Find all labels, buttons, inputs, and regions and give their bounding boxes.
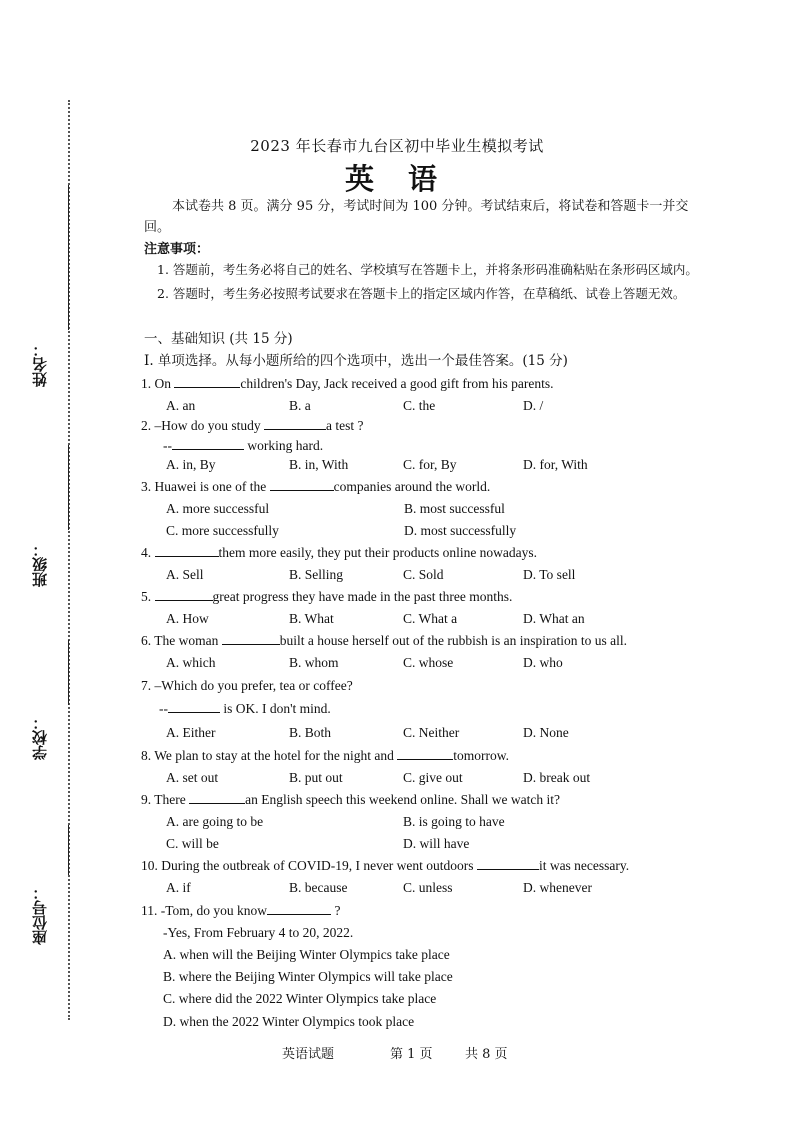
question-4: 4. them more easily, they put their products online nowadays. — [141, 545, 538, 560]
option-c[interactable]: C. unless — [403, 880, 453, 895]
subject-title: 英 语 — [344, 162, 450, 196]
answer-blank[interactable] — [397, 747, 453, 760]
option-b[interactable]: B. Both — [289, 725, 332, 740]
intro-text: 本试卷共 8 页。满分 95 分，考试时间为 100 分钟。考试结束后，将试卷和答题卡一并交回。 — [144, 199, 689, 235]
school-field — [30, 640, 70, 775]
notice-item: 2. 答题时，考生务必按照考试要求在答题卡上的指定区域内作答，在草稿纸、试卷上答题无效。 — [157, 286, 686, 301]
option-b[interactable]: B. where the Beijing Winter Olympics will take place — [163, 969, 453, 984]
question-2: 2. –How do you study a test ? — [141, 418, 364, 433]
option-d[interactable]: D. most successfully — [404, 523, 517, 538]
option-a[interactable]: A. more successful — [166, 501, 270, 516]
page-number: 第 1 页 — [390, 1047, 433, 1062]
option-c[interactable]: C. Neither — [403, 725, 460, 740]
question-3: 3. Huawei is one of the companies around the world. — [141, 479, 491, 494]
answer-blank[interactable] — [264, 417, 326, 430]
question-2-reply: -- working hard. — [163, 438, 324, 453]
answer-blank[interactable] — [168, 700, 220, 713]
option-c[interactable]: C. for, By — [403, 457, 457, 472]
option-c[interactable]: C. give out — [403, 770, 463, 785]
part-title: I. 单项选择。从每小题所给的四个选项中，选出一个最佳答案。(15 分) — [144, 353, 568, 369]
option-d[interactable]: D. / — [523, 398, 544, 413]
answer-blank[interactable] — [155, 588, 213, 601]
option-a[interactable]: A. How — [166, 611, 209, 626]
option-d[interactable]: D. who — [523, 655, 563, 670]
question-8: 8. We plan to stay at the hotel for the night and tomorrow. — [141, 748, 509, 763]
answer-blank[interactable] — [189, 791, 245, 804]
name-blank[interactable] — [68, 185, 69, 330]
option-b[interactable]: B. because — [289, 880, 348, 895]
school-blank[interactable] — [68, 640, 69, 705]
option-c[interactable]: C. the — [403, 398, 436, 413]
name-label: 姓名： — [31, 342, 49, 388]
option-a[interactable]: A. are going to be — [166, 814, 264, 829]
option-a[interactable]: A. which — [166, 655, 216, 670]
answer-blank[interactable] — [222, 632, 280, 645]
class-field — [30, 445, 70, 600]
question-10: 10. During the outbreak of COVID-19, I never went outdoors it was necessary. — [141, 858, 630, 873]
class-blank[interactable] — [68, 445, 69, 530]
option-c[interactable]: C. where did the 2022 Winter Olympics take place — [163, 991, 437, 1006]
option-c[interactable]: C. Sold — [403, 567, 444, 582]
option-d[interactable]: D. will have — [403, 836, 470, 851]
option-a[interactable]: A. in, By — [166, 457, 216, 472]
option-b[interactable]: B. most successful — [404, 501, 505, 516]
class-label: 班级： — [31, 542, 49, 588]
page-total: 共 8 页 — [465, 1047, 508, 1062]
option-b[interactable]: B. put out — [289, 770, 343, 785]
option-d[interactable]: D. What an — [523, 611, 585, 626]
option-a[interactable]: A. if — [166, 880, 191, 895]
option-d[interactable]: D. whenever — [523, 880, 592, 895]
option-c[interactable]: C. What a — [403, 611, 458, 626]
option-a[interactable]: A. Sell — [166, 567, 204, 582]
school-label: 学校： — [31, 715, 49, 761]
option-d[interactable]: D. None — [523, 725, 569, 740]
question-11-reply: -Yes, From February 4 to 20, 2022. — [163, 925, 354, 940]
question-7-reply: -- is OK. I don't mind. — [159, 701, 331, 716]
question-6: 6. The woman built a house herself out of the rubbish is an inspiration to us all. — [141, 633, 627, 648]
option-d[interactable]: D. To sell — [523, 567, 576, 582]
option-d[interactable]: D. break out — [523, 770, 591, 785]
option-c[interactable]: C. will be — [166, 836, 219, 851]
answer-blank[interactable] — [172, 437, 244, 450]
option-a[interactable]: A. Either — [166, 725, 216, 740]
option-c[interactable]: C. more successfully — [166, 523, 279, 538]
option-b[interactable]: B. What — [289, 611, 334, 626]
notice-heading: 注意事项： — [144, 242, 210, 257]
footer-subject: 英语试题 — [282, 1047, 335, 1062]
option-b[interactable]: B. is going to have — [403, 814, 505, 829]
answer-blank[interactable] — [155, 544, 219, 557]
question-7: 7. –Which do you prefer, tea or coffee? — [141, 678, 353, 693]
option-a[interactable]: A. when will the Beijing Winter Olympics take place — [163, 947, 450, 962]
option-d[interactable]: D. for, With — [523, 457, 588, 472]
section-title: 一、基础知识 (共 15 分) — [144, 331, 293, 347]
answer-blank[interactable] — [267, 902, 331, 915]
seat-number-label: 座位号： — [31, 885, 49, 945]
question-11: 11. -Tom, do you know ? — [141, 903, 341, 918]
option-b[interactable]: B. a — [289, 398, 311, 413]
seat-number-blank[interactable] — [68, 825, 69, 875]
question-5: 5. great progress they have made in the past three months. — [141, 589, 513, 604]
option-b[interactable]: B. Selling — [289, 567, 344, 582]
option-a[interactable]: A. an — [166, 398, 196, 413]
option-b[interactable]: B. whom — [289, 655, 339, 670]
answer-blank[interactable] — [477, 857, 539, 870]
question-1: 1. On children's Day, Jack received a good gift from his parents. — [141, 376, 554, 391]
seat-number-field — [30, 825, 70, 955]
option-b[interactable]: B. in, With — [289, 457, 349, 472]
option-a[interactable]: A. set out — [166, 770, 219, 785]
answer-blank[interactable] — [174, 375, 240, 388]
option-d[interactable]: D. when the 2022 Winter Olympics took place — [163, 1014, 415, 1029]
answer-blank[interactable] — [270, 478, 334, 491]
question-list — [141, 0, 741, 1040]
exam-title: 2023 年长春市九台区初中毕业生模拟考试 — [250, 137, 544, 155]
question-9: 9. There an English speech this weekend online. Shall we watch it? — [141, 792, 561, 807]
notice-item: 1. 答题前，考生务必将自己的姓名、学校填写在答题卡上，并将条形码准确粘贴在条形码区域内。 — [157, 262, 698, 277]
name-field — [30, 185, 70, 395]
option-c[interactable]: C. whose — [403, 655, 454, 670]
